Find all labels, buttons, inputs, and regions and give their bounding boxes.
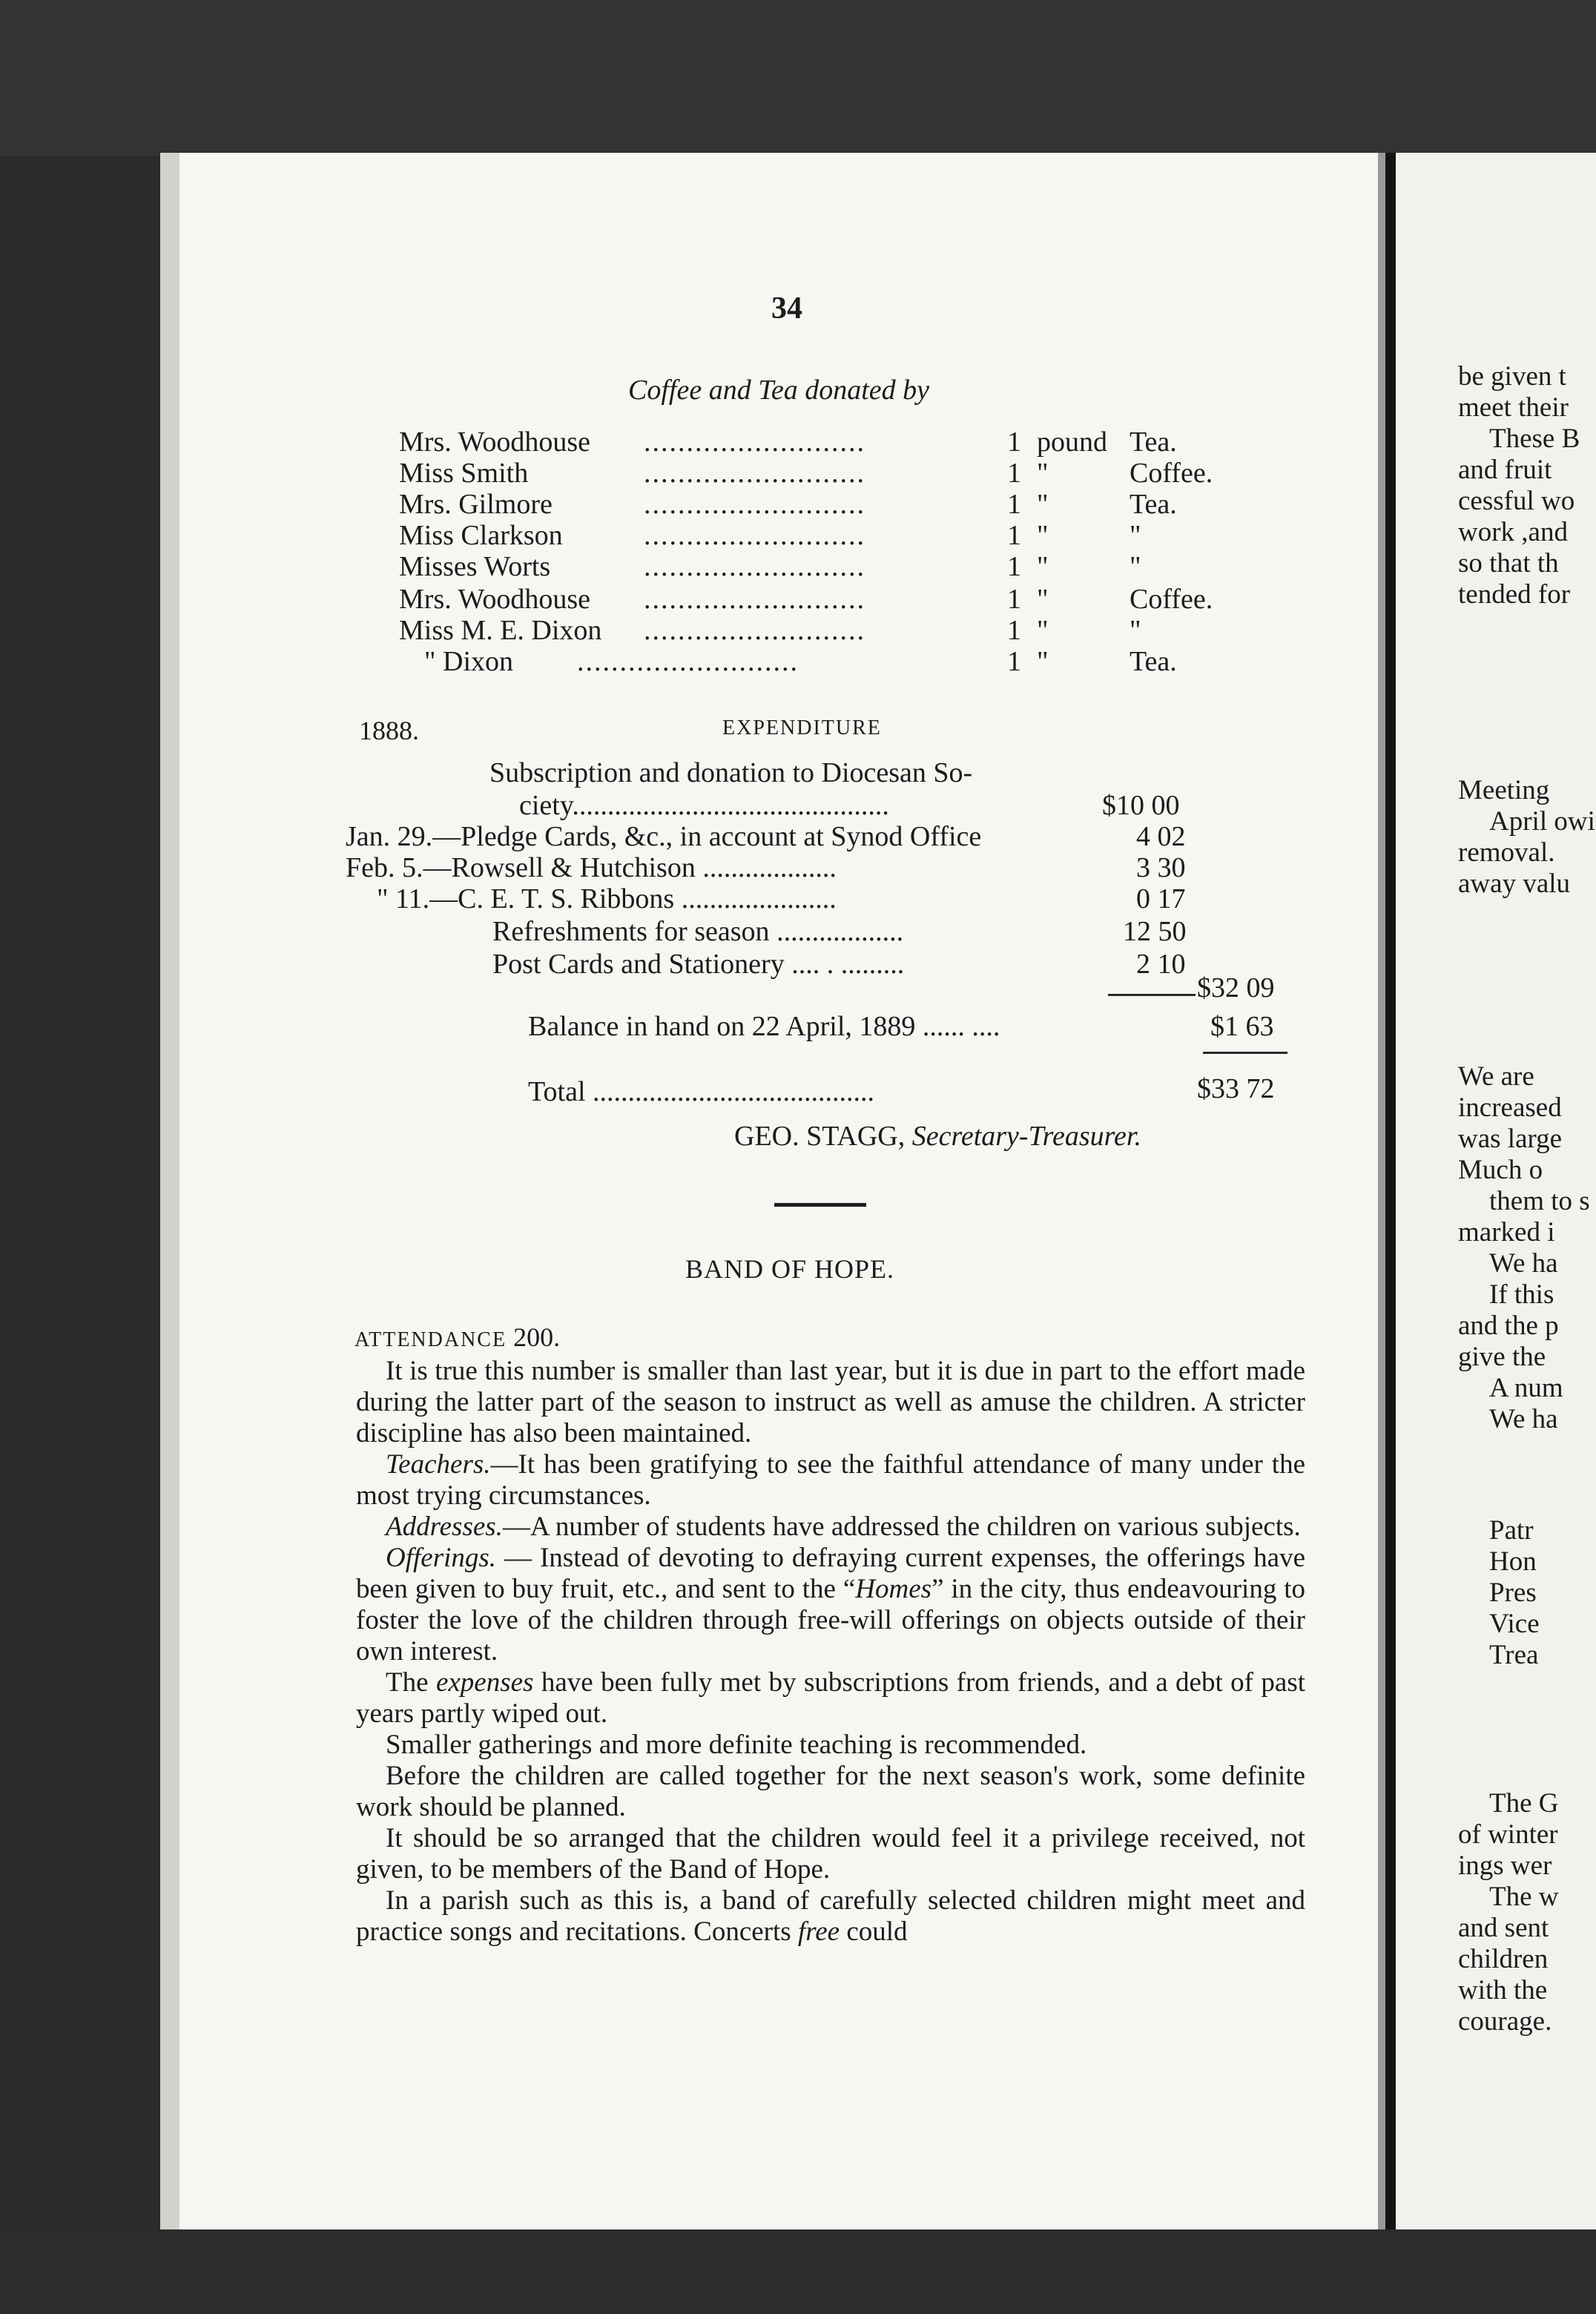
right-page-line: children — [1458, 1944, 1549, 1974]
donation-unit: " — [1037, 458, 1049, 489]
leader-dots: .......................... — [644, 520, 865, 551]
right-page-line: away valu — [1458, 868, 1571, 899]
right-page-line: be given t — [1458, 361, 1566, 392]
donation-row — [399, 550, 1230, 581]
right-page-line: increased — [1458, 1092, 1562, 1123]
right-page-line: cessful wo — [1458, 486, 1575, 516]
expenditure-line-3: Feb. 5.—Rowsell & Hutchison ................... — [346, 852, 837, 883]
donation-quantity: 1 — [1007, 489, 1021, 520]
right-page-line: so that th — [1458, 548, 1559, 578]
expenditure-amount-6: 2 10 — [1136, 949, 1186, 980]
right-page-line: These B — [1489, 423, 1580, 454]
donation-row — [399, 583, 1230, 614]
paragraph-7: Before the children are called together for the next season's work, some definite work should be planned. — [356, 1761, 1305, 1822]
subtotal-rule — [1108, 994, 1196, 996]
right-page-line: marked i — [1458, 1217, 1555, 1247]
right-page-line: was large — [1458, 1124, 1563, 1154]
scan-background-bottom — [0, 2229, 1596, 2314]
right-page-line: Hon — [1489, 1546, 1537, 1577]
expenditure-amount-5: 12 50 — [1123, 916, 1187, 947]
donation-quantity: 1 — [1007, 615, 1021, 646]
total-rule — [1203, 1052, 1287, 1054]
paragraph-1: It is true this number is smaller than last year, but it is due in part to the effort made during the latter part of the season to instruct as well as amuse the children. A stricter discipline has also been maintained. — [356, 1356, 1305, 1448]
donation-kind: " — [1130, 520, 1141, 551]
donation-quantity: 1 — [1007, 584, 1021, 615]
donations-title: Coffee and Tea donated by — [628, 375, 929, 406]
right-page-line: them to s — [1489, 1186, 1590, 1216]
right-page-line: We are — [1458, 1061, 1534, 1092]
paragraph-addresses: Addresses.—A number of students have addressed the children on various subjects. — [386, 1512, 1301, 1542]
right-page-line: April owi — [1489, 806, 1595, 837]
right-page-line: courage. — [1458, 2006, 1552, 2037]
expenditure-line-1b: ciety............................................. — [519, 790, 889, 821]
page-number: 34 — [771, 291, 802, 326]
donation-quantity: 1 — [1007, 426, 1021, 458]
right-page-line: The w — [1489, 1882, 1559, 1912]
donation-unit: " — [1037, 551, 1049, 582]
right-page-line: Much o — [1458, 1155, 1543, 1185]
leader-dots: .......................... — [644, 458, 865, 489]
paragraph-expenses: The expenses have been fully met by subscriptions from friends, and a debt of past years partly wiped out. — [356, 1667, 1305, 1729]
band-of-hope-body — [356, 1356, 1305, 1948]
right-page-line: ings wer — [1458, 1850, 1552, 1881]
expenditure-subtotal: $32 09 — [1197, 972, 1275, 1003]
right-page-line: If this — [1489, 1279, 1554, 1310]
expenditure-amount-4: 0 17 — [1136, 883, 1186, 914]
expenditure-heading: EXPENDITURE — [722, 716, 882, 739]
right-page-line: give the — [1458, 1342, 1546, 1372]
expenditure-amount-1: $10 00 — [1102, 790, 1180, 821]
right-page-line: and sent — [1458, 1913, 1549, 1943]
donation-row — [399, 519, 1230, 550]
right-page-line: and fruit — [1458, 455, 1552, 485]
leader-dots: .......................... — [644, 489, 865, 520]
total-label: Total ........................................ — [528, 1076, 875, 1107]
right-page-line: work ,and — [1458, 517, 1568, 547]
balance-label: Balance in hand on 22 April, 1889 ...... .... — [528, 1011, 1000, 1042]
right-page-line: We ha — [1489, 1248, 1558, 1279]
donation-quantity: 1 — [1007, 646, 1021, 677]
paragraph-offerings: Offerings. — Instead of devoting to defraying current expenses, the offerings have been given to buy fruit, etc., and sent to the “Homes” in the city, thus endeavouring to foster the love of the children through free-will offerings on objects outside of their own interest. — [356, 1543, 1305, 1667]
right-page-line: Pres — [1489, 1578, 1537, 1608]
donor-name: Miss Smith — [399, 458, 529, 489]
donation-row — [399, 645, 1230, 676]
expenditure-amount-2: 4 02 — [1136, 821, 1186, 852]
expenditure-line-2: Jan. 29.—Pledge Cards, &c., in account at Synod Office — [346, 821, 982, 852]
leader-dots: .......................... — [577, 646, 799, 677]
donation-quantity: 1 — [1007, 551, 1021, 582]
section-divider — [774, 1203, 866, 1207]
donation-unit: " — [1037, 489, 1049, 520]
expenditure-year: 1888. — [359, 716, 419, 745]
donation-kind: Coffee. — [1130, 458, 1213, 489]
donation-row — [399, 488, 1230, 519]
right-page-line: of winter — [1458, 1819, 1558, 1850]
right-page-line: Vice — [1489, 1609, 1540, 1639]
donation-kind: " — [1130, 551, 1141, 582]
donation-quantity: 1 — [1007, 458, 1021, 489]
donation-unit: " — [1037, 646, 1049, 677]
right-page-line: Meeting — [1458, 775, 1550, 805]
donation-row — [399, 457, 1230, 488]
donation-unit: " — [1037, 615, 1049, 646]
donor-name: Mrs. Woodhouse — [399, 426, 591, 458]
expenditure-line-4: " 11.—C. E. T. S. Ribbons ...................... — [377, 883, 837, 914]
right-page-line: and the p — [1458, 1311, 1559, 1341]
donor-name: Mrs. Gilmore — [399, 489, 553, 520]
paragraph-8: It should be so arranged that the children would feel it a privilege received, not given, to be members of the Band of Hope. — [356, 1823, 1305, 1885]
right-page-line: meet their — [1458, 392, 1569, 423]
donation-unit: pound — [1037, 426, 1107, 458]
donor-name: Misses Worts — [399, 551, 551, 582]
leader-dots: .......................... — [644, 426, 865, 458]
right-page-line: A num — [1489, 1373, 1563, 1403]
donation-quantity: 1 — [1007, 520, 1021, 551]
right-page-line: with the — [1458, 1975, 1548, 2005]
leader-dots: .......................... — [644, 584, 865, 615]
donation-unit: " — [1037, 520, 1049, 551]
right-page-line: The G — [1489, 1788, 1559, 1819]
donation-kind: " — [1130, 615, 1141, 646]
balance-amount: $1 63 — [1210, 1011, 1274, 1042]
right-page-line: Trea — [1489, 1640, 1539, 1670]
attendance-line: ATTENDANCE 200. — [355, 1322, 561, 1352]
donor-name: Miss Clarkson — [399, 520, 563, 551]
donor-name: Miss M. E. Dixon — [399, 615, 602, 646]
right-page-line: removal. — [1458, 837, 1555, 868]
right-page-line: We ha — [1489, 1404, 1558, 1434]
donor-name: Mrs. Woodhouse — [399, 584, 591, 615]
donation-row — [399, 426, 1230, 457]
scan-background-top — [0, 0, 1596, 156]
leader-dots: .......................... — [644, 551, 865, 582]
donation-kind: Tea. — [1130, 426, 1177, 458]
expenditure-line-6: Post Cards and Stationery .... . ......... — [492, 949, 905, 980]
signature: GEO. STAGG, Secretary-Treasurer. — [734, 1121, 1141, 1152]
expenditure-line-5: Refreshments for season .................. — [492, 916, 904, 947]
donation-row — [399, 614, 1230, 645]
donor-name: " Dixon — [424, 646, 514, 677]
paragraph-6: Smaller gatherings and more definite teaching is recommended. — [386, 1730, 1087, 1760]
donation-unit: " — [1037, 584, 1049, 615]
expenditure-amount-3: 3 30 — [1136, 852, 1186, 883]
total-amount: $33 72 — [1197, 1073, 1275, 1104]
band-of-hope-title: BAND OF HOPE. — [685, 1254, 895, 1284]
paragraph-9: In a parish such as this is, a band of carefully selected children might meet and practice songs and recitations. Concerts free could — [356, 1885, 1305, 1947]
donation-kind: Tea. — [1130, 489, 1177, 520]
book-gutter — [1378, 153, 1385, 2229]
expenditure-line-1a: Subscription and donation to Diocesan So- — [489, 757, 973, 788]
leader-dots: .......................... — [644, 615, 865, 646]
right-page-line: Patr — [1489, 1515, 1534, 1546]
paragraph-teachers: Teachers.—It has been gratifying to see the faithful attendance of many under the most trying circumstances. — [356, 1449, 1305, 1511]
donation-kind: Tea. — [1130, 646, 1177, 677]
donation-kind: Coffee. — [1130, 584, 1213, 615]
right-page-line: tended for — [1458, 579, 1571, 610]
